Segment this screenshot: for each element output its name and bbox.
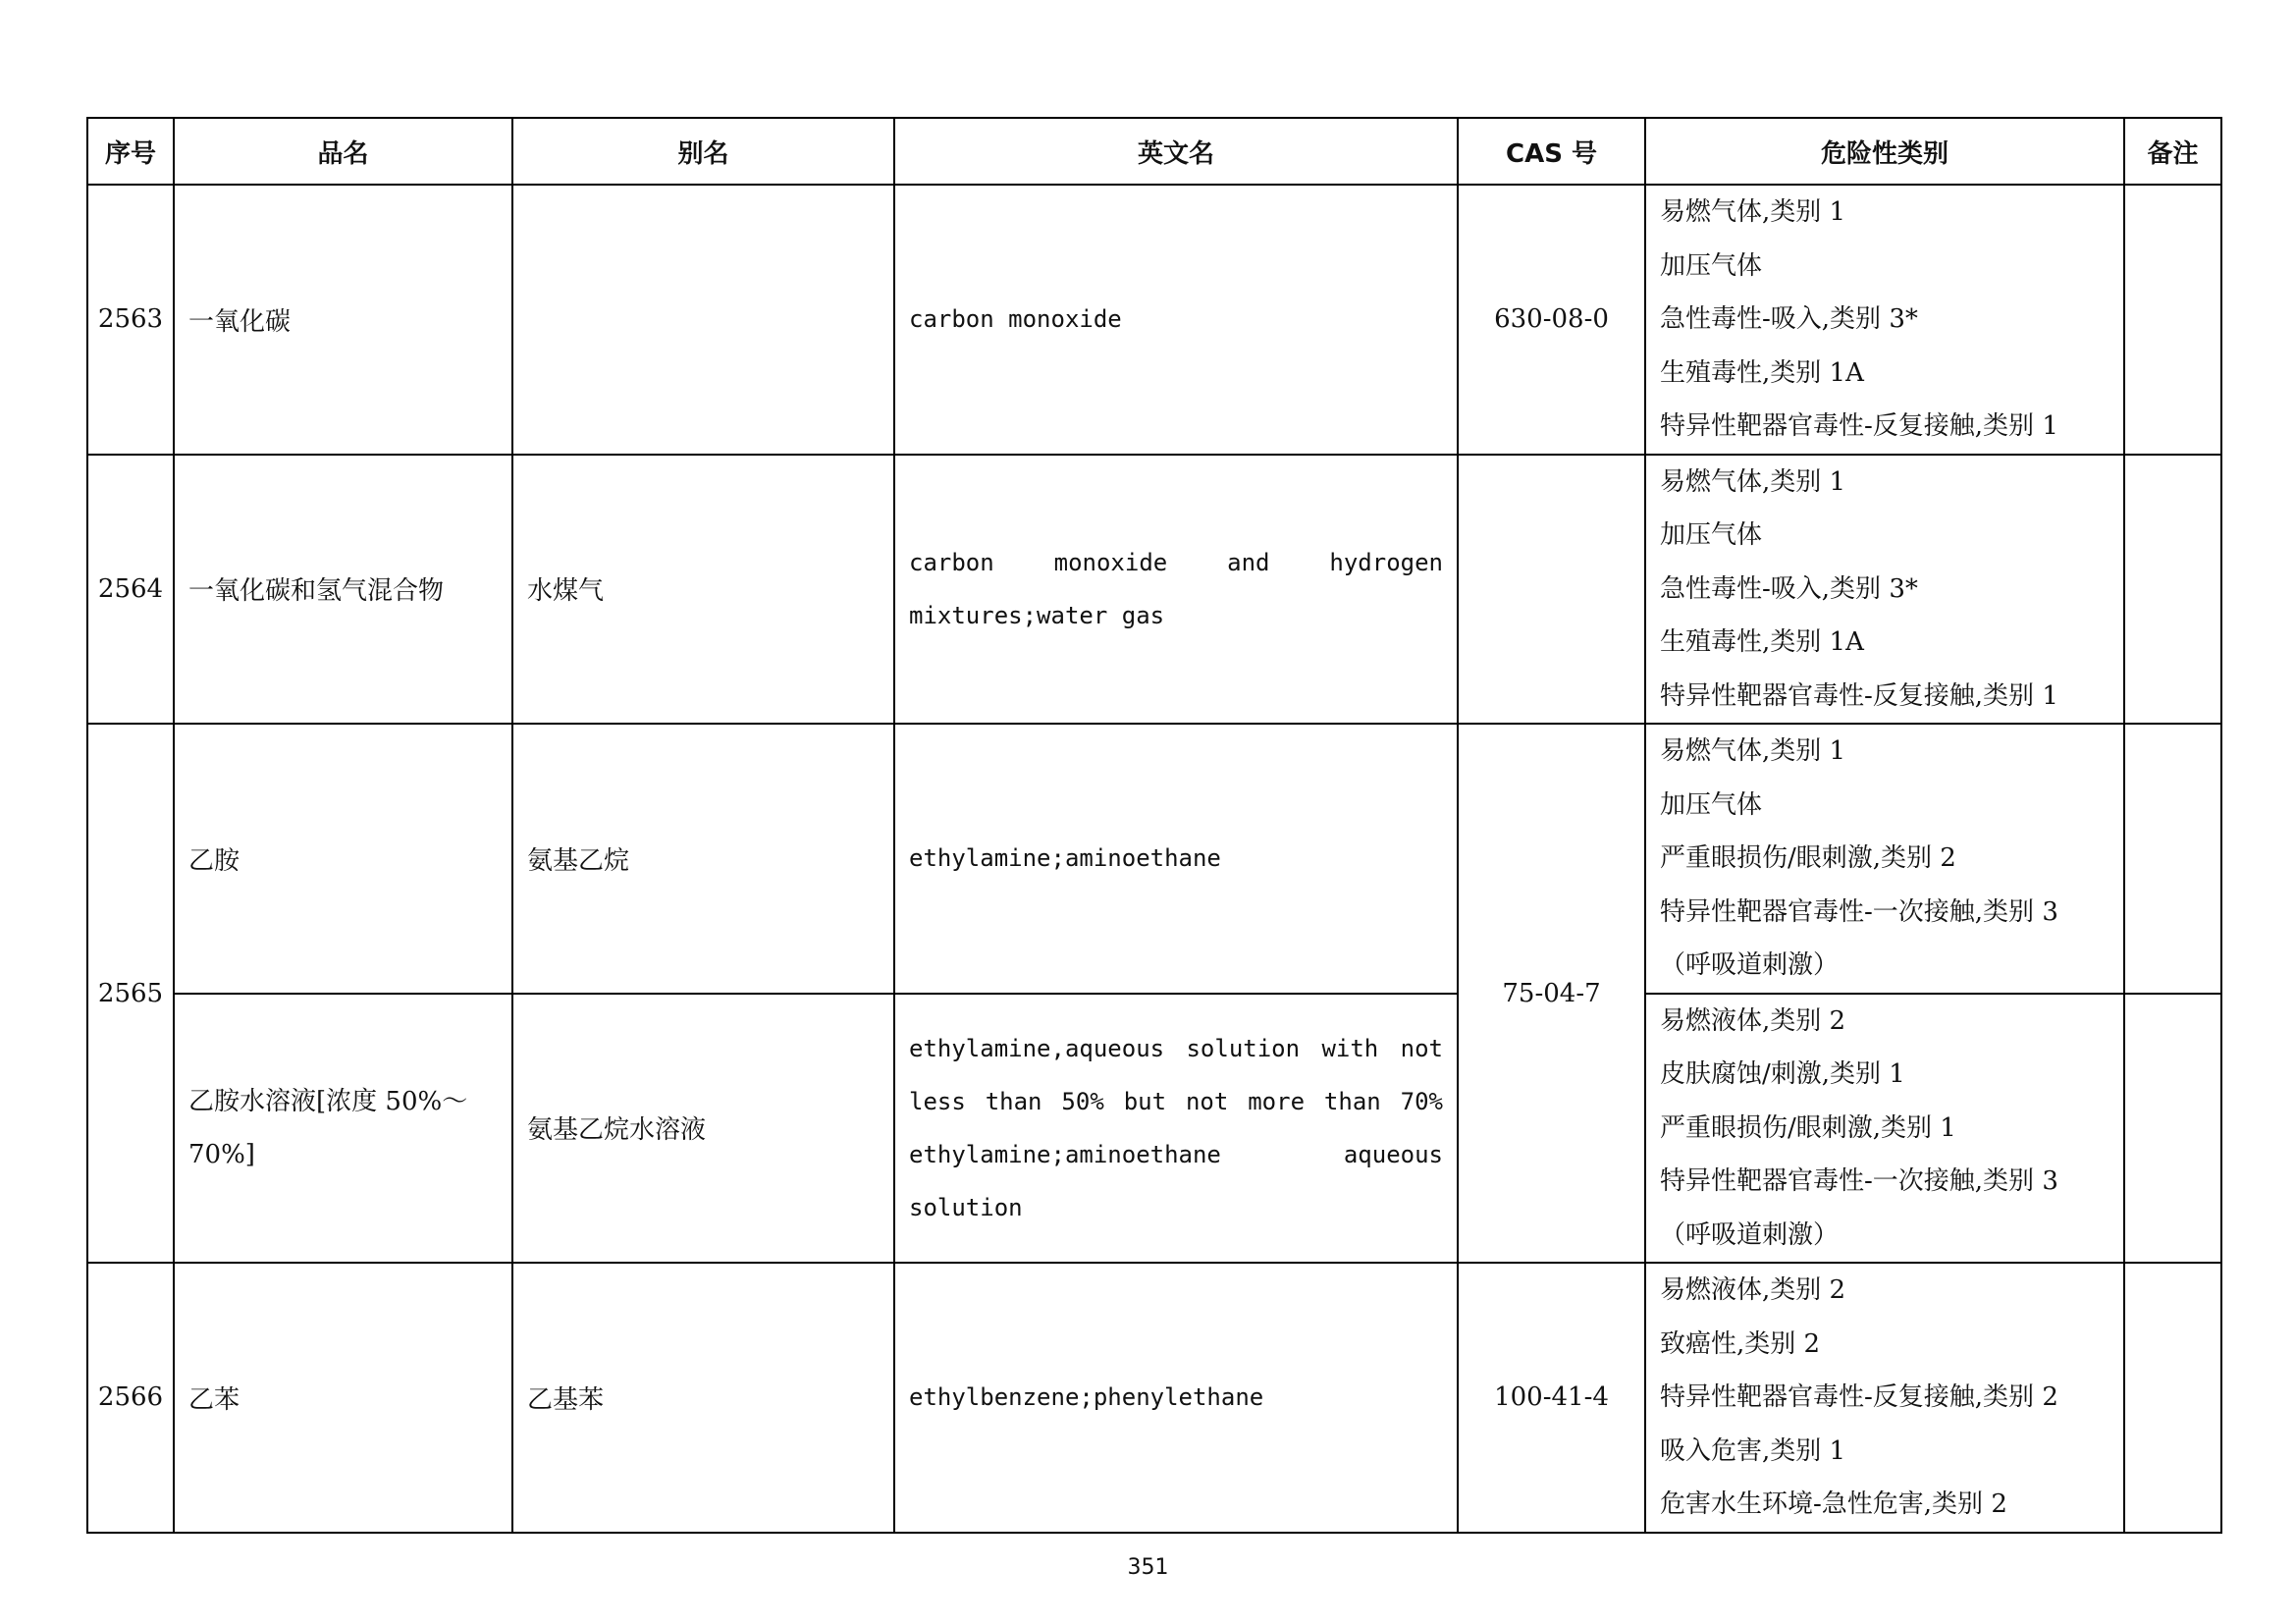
hazard-item: 加压气体 (1660, 250, 1763, 281)
hazard-cell (1645, 185, 2124, 455)
table-row (87, 185, 2221, 455)
name-cell: 乙胺 (174, 724, 512, 994)
hazard-item: 急性毒性-吸入,类别 3* (1660, 304, 1918, 334)
hazard-item: 特异性靶器官毒性-反复接触,类别 1 (1660, 680, 2058, 711)
hazard-item: 易燃液体,类别 2 (1660, 1005, 1846, 1036)
seq-cell: 2563 (87, 185, 174, 455)
alias-cell (512, 185, 894, 455)
english-name-cell: carbon monoxide (894, 185, 1458, 455)
alias-cell: 乙基苯 (512, 1263, 894, 1533)
table-row (87, 455, 2221, 725)
hazard-item: 特异性靶器官毒性-一次接触,类别 3 (1660, 896, 2058, 927)
hazard-item: 危害水生环境-急性危害,类别 2 (1660, 1489, 2007, 1519)
name-cell: 一氧化碳和氢气混合物 (174, 455, 512, 725)
name-cell: 乙胺水溶液[浓度 50%～70%] (174, 994, 512, 1264)
cas-cell: 630-08-0 (1458, 185, 1645, 455)
hazard-item: （呼吸道刺激） (1660, 1219, 1840, 1250)
english-name-cell: ethylamine,aqueous solution with not less than 50% but not more than 70% ethylamine;aminoethane aqueous solution (894, 994, 1458, 1264)
hazard-cell (1645, 724, 2124, 994)
header-note: 备注 (2124, 118, 2221, 185)
page-number: 351 (1127, 1555, 1169, 1580)
header-english: 英文名 (894, 118, 1458, 185)
hazard-cell (1645, 1263, 2124, 1533)
header-cas: CAS 号 (1458, 118, 1645, 185)
seq-cell: 2566 (87, 1263, 174, 1533)
header-hazard: 危险性类别 (1645, 118, 2124, 185)
note-cell (2124, 994, 2221, 1264)
hazard-cell (1645, 455, 2124, 725)
hazard-item: 易燃气体,类别 1 (1660, 197, 1846, 227)
english-name-cell: carbon monoxide and hydrogen mixtures;water gas (894, 455, 1458, 725)
alias-cell: 氨基乙烷水溶液 (512, 994, 894, 1264)
hazard-item: 吸入危害,类别 1 (1660, 1435, 1846, 1466)
hazard-item: （呼吸道刺激） (1660, 950, 1840, 980)
note-cell (2124, 455, 2221, 725)
hazard-item: 特异性靶器官毒性-反复接触,类别 1 (1660, 411, 2058, 441)
hazard-item: 生殖毒性,类别 1A (1660, 357, 1864, 388)
alias-cell: 氨基乙烷 (512, 724, 894, 994)
header-seq: 序号 (87, 118, 174, 185)
table-row (87, 724, 2221, 994)
cas-cell: 100-41-4 (1458, 1263, 1645, 1533)
hazard-item: 易燃气体,类别 1 (1660, 736, 1846, 766)
table-row (87, 994, 2221, 1264)
seq-cell: 2565 (87, 724, 174, 1263)
table-row (87, 1263, 2221, 1533)
table-header-row (87, 118, 2221, 185)
english-name-cell: ethylamine;aminoethane (894, 724, 1458, 994)
hazard-item: 加压气体 (1660, 520, 1763, 550)
seq-cell: 2564 (87, 455, 174, 725)
hazard-item: 特异性靶器官毒性-反复接触,类别 2 (1660, 1382, 2058, 1412)
hazard-item: 易燃气体,类别 1 (1660, 466, 1846, 497)
hazard-item: 加压气体 (1660, 789, 1763, 820)
hazard-item: 急性毒性-吸入,类别 3* (1660, 573, 1918, 604)
note-cell (2124, 724, 2221, 994)
name-cell: 乙苯 (174, 1263, 512, 1533)
hazard-cell (1645, 994, 2124, 1264)
hazard-item: 易燃液体,类别 2 (1660, 1275, 1846, 1305)
header-name: 品名 (174, 118, 512, 185)
header-alias: 别名 (512, 118, 894, 185)
name-cell: 一氧化碳 (174, 185, 512, 455)
alias-cell: 水煤气 (512, 455, 894, 725)
hazard-item: 生殖毒性,类别 1A (1660, 627, 1864, 657)
hazard-item: 严重眼损伤/眼刺激,类别 1 (1660, 1112, 1956, 1143)
cas-cell: 75-04-7 (1458, 724, 1645, 1263)
cas-cell (1458, 455, 1645, 725)
hazard-item: 特异性靶器官毒性-一次接触,类别 3 (1660, 1166, 2058, 1196)
hazard-item: 致癌性,类别 2 (1660, 1328, 1821, 1359)
note-cell (2124, 1263, 2221, 1533)
note-cell (2124, 185, 2221, 455)
hazard-item: 严重眼损伤/眼刺激,类别 2 (1660, 843, 1956, 873)
hazardous-chemicals-table (86, 117, 2222, 1534)
hazard-item: 皮肤腐蚀/刺激,类别 1 (1660, 1059, 1905, 1089)
english-name-cell: ethylbenzene;phenylethane (894, 1263, 1458, 1533)
